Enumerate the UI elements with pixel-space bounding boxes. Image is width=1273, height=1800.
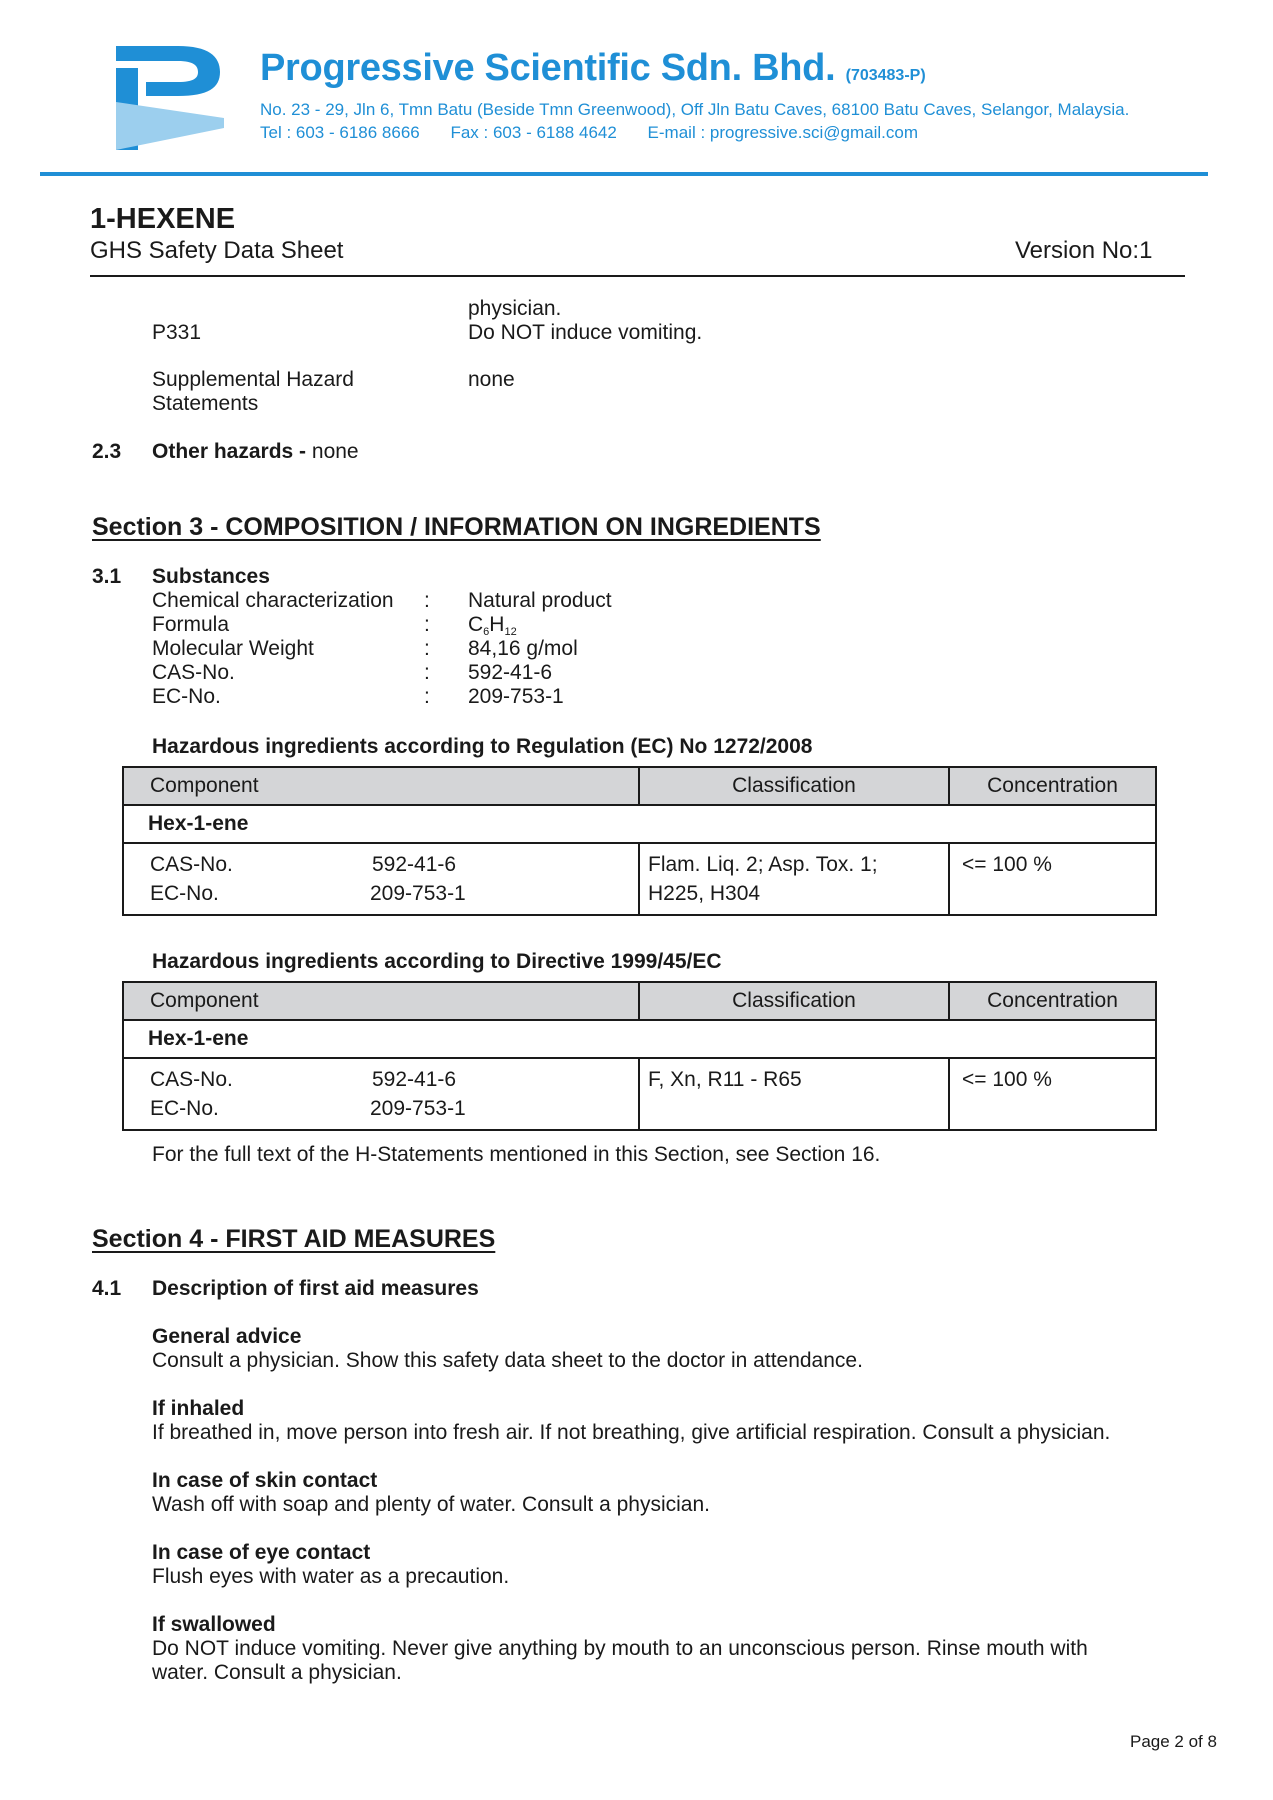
first-aid-text: Flush eyes with water as a precaution. <box>152 1565 510 1588</box>
section3-footnote: For the full text of the H-Statements mentioned in this Section, see Section 16. <box>152 1143 881 1166</box>
prop-sep: : <box>424 613 430 636</box>
company-address: No. 23 - 29, Jln 6, Tmn Batu (Beside Tmn Greenwood), Off Jln Batu Caves, 68100 Batu Caves, Selangor, Malaysia. <box>260 100 1130 119</box>
p331-code: P331 <box>152 321 202 344</box>
contact-line <box>260 123 918 143</box>
section3-heading: Section 3 - COMPOSITION / INFORMATION ON INGREDIENTS <box>92 513 821 541</box>
title-divider <box>90 275 1185 277</box>
table2-caption: Hazardous ingredients according to Directive 1999/45/EC <box>152 950 722 973</box>
component-ids: CAS-No. 592-41-6 EC-No. 209-753-1 <box>123 843 639 915</box>
ingredients-table-2 <box>122 981 1157 1131</box>
prop-sep: : <box>424 589 430 612</box>
col-header-concentration: Concentration <box>949 767 1156 805</box>
first-aid-text: Do NOT induce vomiting. Never give anything by mouth to an unconscious person. Rinse mouth with <box>152 1637 1088 1660</box>
concentration-cell: <= 100 % <box>949 843 1156 915</box>
doc-title: 1-HEXENE <box>90 203 236 235</box>
prop-sep: : <box>424 685 430 708</box>
s23-value: none <box>311 440 359 463</box>
doc-subtitle: GHS Safety Data Sheet <box>90 237 344 264</box>
component-name: Hex-1-ene <box>123 805 1156 843</box>
prop-label: Formula <box>152 613 230 636</box>
first-aid-text: If breathed in, move person into fresh air. If not breathing, give artificial respiration. Consult a physician. <box>152 1421 1111 1444</box>
col-header-classification: Classification <box>639 767 949 805</box>
first-aid-text: Wash off with soap and plenty of water. Consult a physician. <box>152 1493 710 1516</box>
email: E-mail : progressive.sci@gmail.com <box>647 123 918 142</box>
s31-num: 3.1 <box>92 565 122 588</box>
first-aid-title: General advice <box>152 1325 302 1348</box>
prop-label: Molecular Weight <box>152 637 314 660</box>
col-header-concentration: Concentration <box>949 982 1156 1020</box>
s23-num: 2.3 <box>92 440 122 463</box>
prop-value: 592-41-6 <box>468 661 553 684</box>
prop-value: 209-753-1 <box>468 685 564 708</box>
s31-title: Substances <box>152 565 270 588</box>
s23-label: Other hazards - <box>152 440 307 463</box>
first-aid-text: Consult a physician. Show this safety data sheet to the doctor in attendance. <box>152 1349 863 1372</box>
prop-sep: : <box>424 661 430 684</box>
col-header-classification: Classification <box>639 982 949 1020</box>
company-name: Progressive Scientific Sdn. Bhd. (703483-P) <box>260 47 926 89</box>
supp-label-1: Supplemental Hazard <box>152 368 354 391</box>
formula-value: $C_6H_{12}$ <box>468 613 517 638</box>
prop-label: Chemical characterization <box>152 589 394 612</box>
company-logo <box>112 44 228 154</box>
prop-sep: : <box>424 637 430 660</box>
table1-caption: Hazardous ingredients according to Regulation (EC) No 1272/2008 <box>152 735 813 758</box>
classification-cell: Flam. Liq. 2; Asp. Tox. 1; H225, H304 <box>639 843 949 915</box>
prop-label: EC-No. <box>152 685 221 708</box>
first-aid-title: In case of skin contact <box>152 1469 378 1492</box>
s23-line <box>152 440 359 464</box>
prop-value: 84,16 g/mol <box>468 637 578 660</box>
fax: Fax : 603 - 6188 4642 <box>450 123 617 142</box>
first-aid-text: water. Consult a physician. <box>152 1661 402 1684</box>
page-number: Page 2 of 8 <box>1130 1732 1217 1751</box>
section4-heading: Section 4 - FIRST AID MEASURES <box>92 1225 496 1253</box>
tel: Tel : 603 - 6186 8666 <box>260 123 420 142</box>
company-reg: (703483-P) <box>845 67 926 84</box>
header-divider <box>40 172 1208 176</box>
supp-value: none <box>468 368 515 391</box>
component-name: Hex-1-ene <box>123 1020 1156 1058</box>
concentration-cell: <= 100 % <box>949 1058 1156 1130</box>
first-aid-title: In case of eye contact <box>152 1541 371 1564</box>
supp-label-2: Statements <box>152 392 259 415</box>
col-header-component: Component <box>123 767 639 805</box>
s41-num: 4.1 <box>92 1277 122 1300</box>
prop-value: Natural product <box>468 589 612 612</box>
prop-label: CAS-No. <box>152 661 235 684</box>
first-aid-title: If inhaled <box>152 1397 245 1420</box>
first-aid-title: If swallowed <box>152 1613 276 1636</box>
s41-title: Description of first aid measures <box>152 1277 479 1300</box>
p331-text: Do NOT induce vomiting. <box>468 321 703 344</box>
component-ids: CAS-No. 592-41-6 EC-No. 209-753-1 <box>123 1058 639 1130</box>
doc-version: Version No:1 <box>1015 237 1153 264</box>
ingredients-table-1 <box>122 766 1157 916</box>
carryover-physician: physician. <box>468 297 562 320</box>
col-header-component: Component <box>123 982 639 1020</box>
classification-cell: F, Xn, R11 - R65 <box>639 1058 949 1130</box>
